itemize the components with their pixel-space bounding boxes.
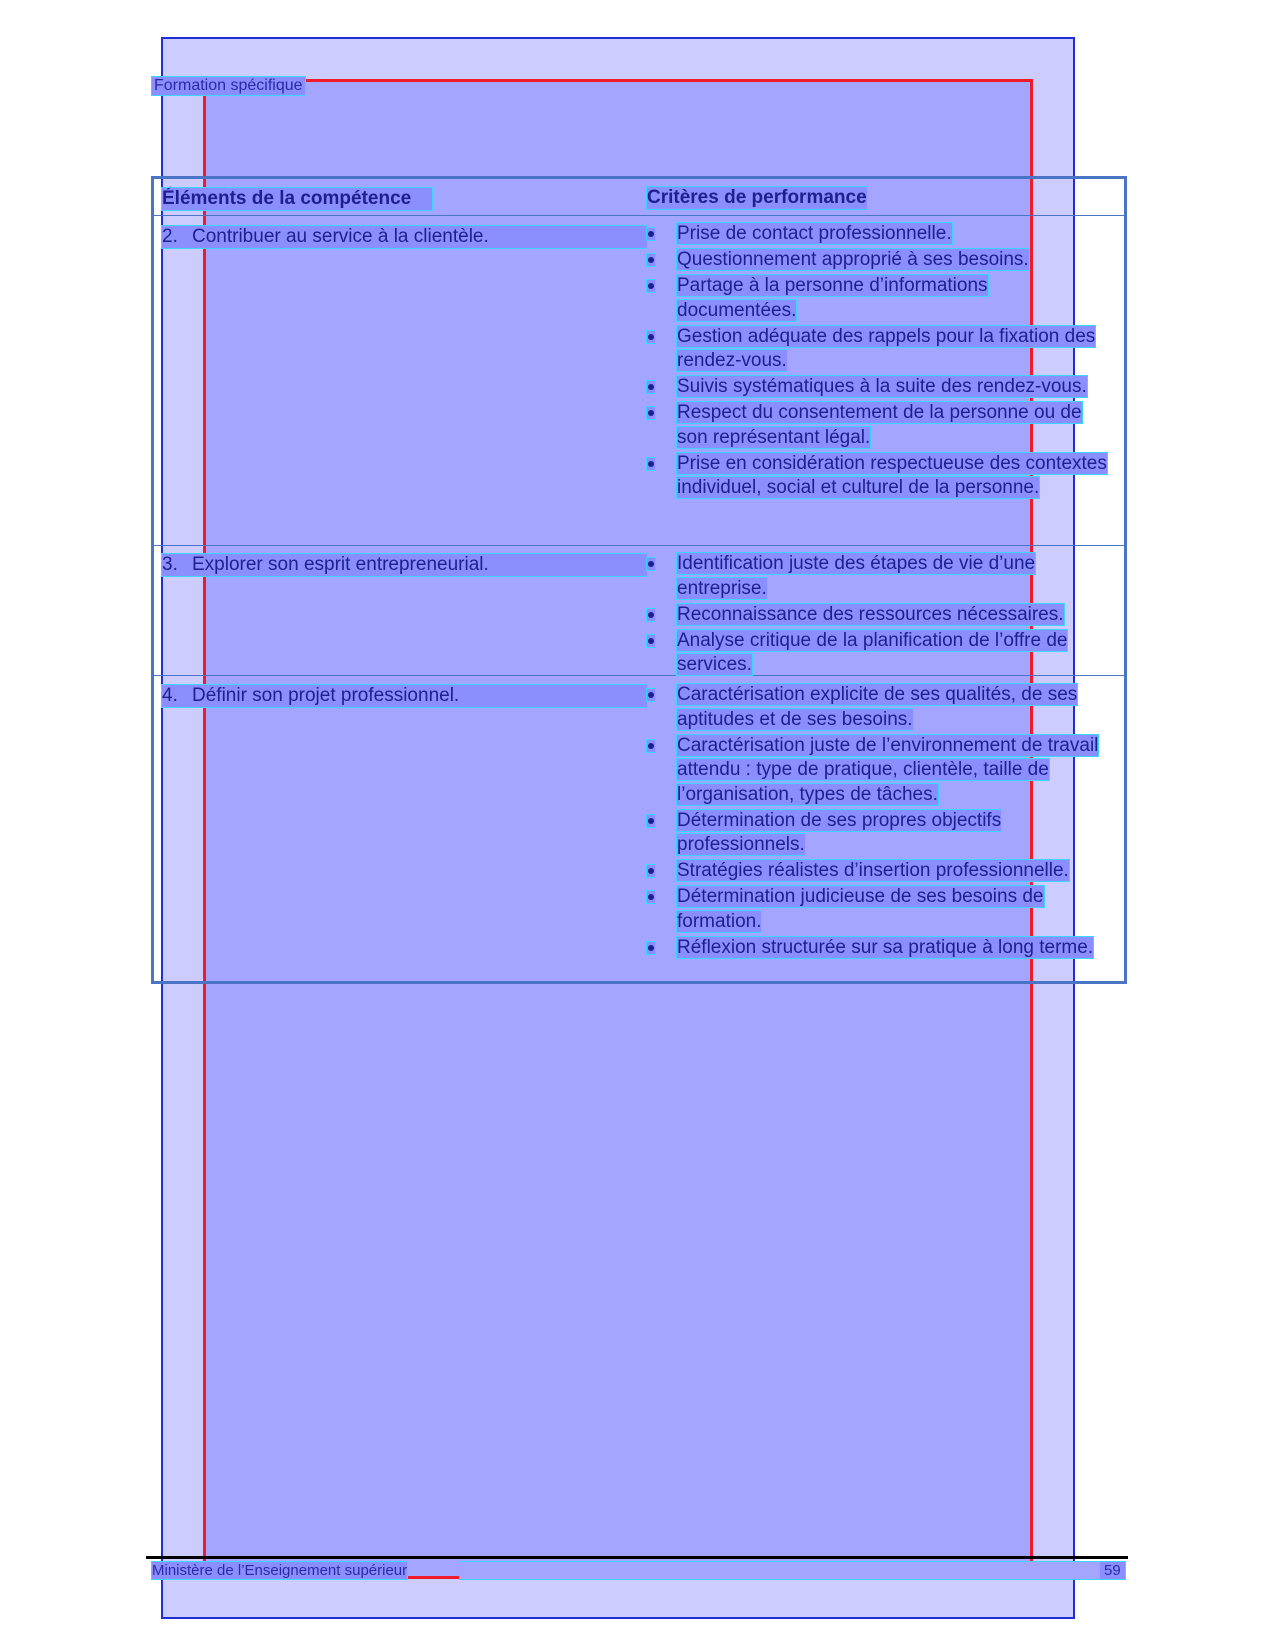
bullet-icon: [647, 609, 655, 621]
criterion-item: Caractérisation juste de l’environnement de travail attendu : type de pratique, clientèle, taille de l’organisation, types de tâches.: [647, 734, 1107, 808]
criteria-list-row-3: [647, 552, 1107, 679]
bullet-icon: [647, 689, 655, 701]
footer-ministry: Ministère de l’Enseignement supérieur: [152, 1562, 408, 1579]
bullet-icon: [647, 558, 655, 570]
bullet-icon: [647, 407, 655, 419]
criterion-item: Gestion adéquate des rappels pour la fixation des rendez-vous.: [647, 325, 1107, 374]
element-row-4: [162, 685, 647, 707]
criterion-item: Réflexion structurée sur sa pratique à long terme.: [647, 936, 1107, 961]
element-row-2: [162, 226, 647, 248]
bullet-icon: [647, 331, 655, 343]
running-head: Formation spécifique: [154, 77, 303, 94]
bullet-icon: [647, 740, 655, 752]
criterion-item: Prise de contact professionnelle.: [647, 222, 1107, 247]
criterion-item: Questionnement approprié à ses besoins.: [647, 248, 1107, 273]
bullet-icon: [647, 254, 655, 266]
bullet-icon: [647, 458, 655, 470]
element-number: 4.: [162, 685, 178, 706]
bullet-icon: [647, 381, 655, 393]
element-number: 3.: [162, 554, 178, 575]
element-number: 2.: [162, 226, 178, 247]
criterion-item: Détermination de ses propres objectifs professionnels.: [647, 809, 1107, 858]
element-text: Explorer son esprit entrepreneurial.: [192, 554, 489, 575]
bullet-icon: [647, 942, 655, 954]
bullet-icon: [647, 891, 655, 903]
bullet-icon: [647, 228, 655, 240]
criterion-item: Analyse critique de la planification de l’offre de services.: [647, 629, 1107, 678]
bullet-icon: [647, 635, 655, 647]
criterion-item: Prise en considération respectueuse des contextes individuel, social et culturel de la personne.: [647, 452, 1107, 501]
criteria-list-row-4: [647, 683, 1107, 962]
criterion-item: Détermination judicieuse de ses besoins de formation.: [647, 885, 1107, 934]
table-row-divider: [151, 545, 1127, 546]
criterion-item: Partage à la personne d’informations documentées.: [647, 274, 1107, 323]
bullet-icon: [647, 280, 655, 292]
table-header-rule: [151, 215, 1127, 216]
col-header-criteria: Critères de performance: [647, 187, 867, 208]
criterion-item: Caractérisation explicite de ses qualités, de ses aptitudes et de ses besoins.: [647, 683, 1107, 732]
footer-rule: [146, 1556, 1128, 1559]
criterion-item: Stratégies réalistes d’insertion professionnelle.: [647, 859, 1107, 884]
bullet-icon: [647, 815, 655, 827]
col-header-elements: Éléments de la compétence: [162, 188, 432, 210]
criterion-item: Reconnaissance des ressources nécessaires.: [647, 603, 1107, 628]
footer-strip: [460, 1562, 1100, 1579]
page-number: 59: [1100, 1562, 1125, 1579]
element-text: Contribuer au service à la clientèle.: [192, 226, 489, 247]
element-row-3: [162, 554, 647, 576]
criterion-item: Suivis systématiques à la suite des rendez-vous.: [647, 375, 1107, 400]
criterion-item: Respect du consentement de la personne ou de son représentant légal.: [647, 401, 1107, 450]
element-text: Définir son projet professionnel.: [192, 685, 460, 706]
criterion-item: Identification juste des étapes de vie d’une entreprise.: [647, 552, 1107, 601]
criteria-list-row-2: [647, 222, 1107, 502]
bullet-icon: [647, 865, 655, 877]
